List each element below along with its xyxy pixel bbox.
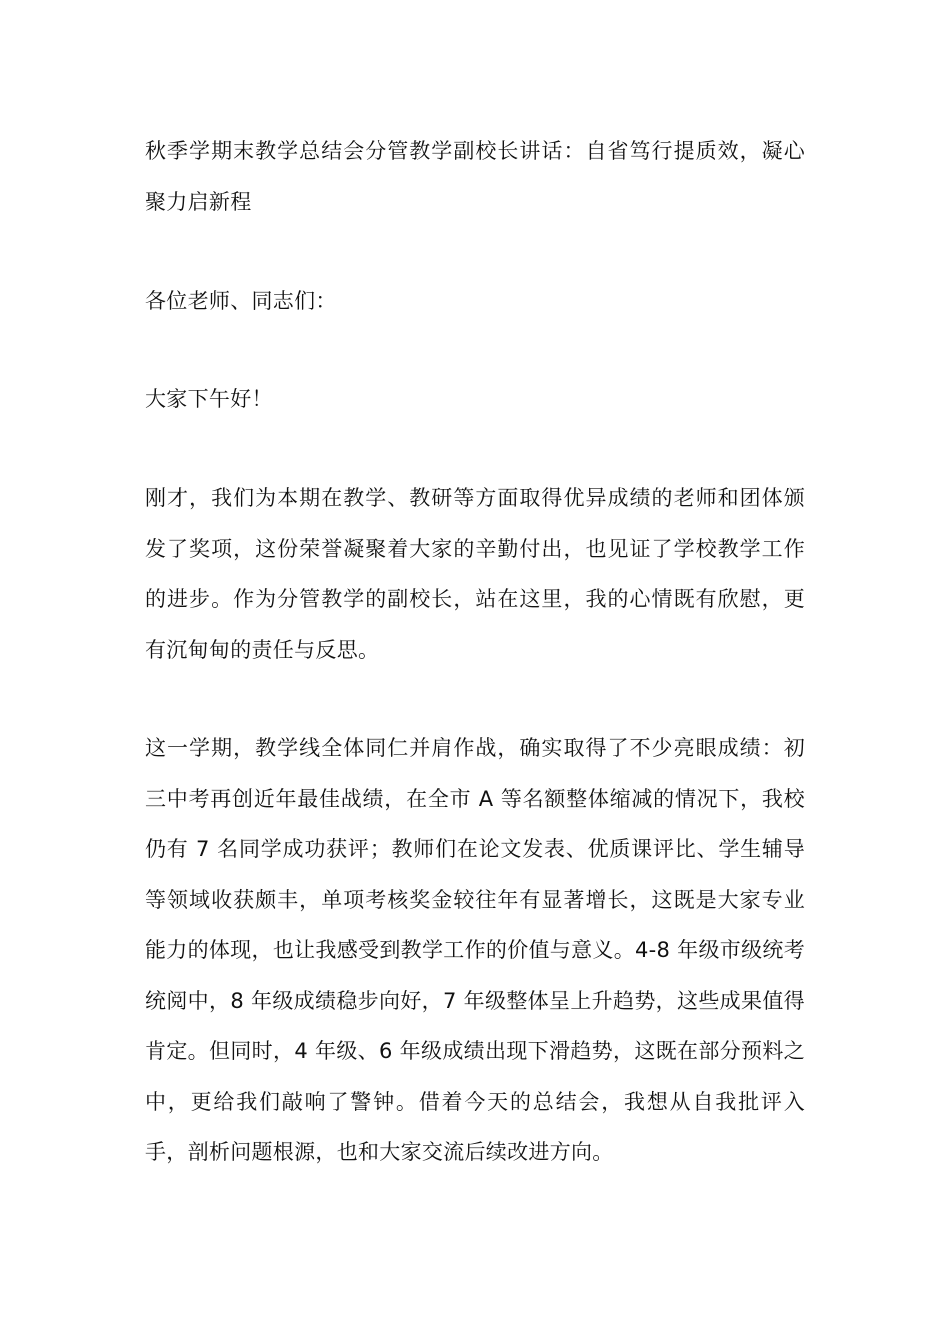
body-paragraph-2: 这一学期，教学线全体同仁并肩作战，确实取得了不少亮眼成绩：初三中考再创近年最佳战绩，在全市 A 等名额整体缩减的情况下，我校仍有 7 名同学成功获评；教师们在论文发表、优质课评比、学生辅导等领域收获颇丰，单项考核奖金较往年有显著增长，这既是大家专业能力的体现，也让我感受到教学工作的价值与意义。4-8 年级市级统考统阅中，8 年级成绩稳步向好，7 年级整体呈上升趋势，这些成果值得肯定。但同时，4 年级、6 年级成绩出现下滑趋势，这既在部分预料之中，更给我们敲响了警钟。借着今天的总结会，我想从自我批评入手，剖析问题根源，也和大家交流后续改进方向。 xyxy=(145,736,805,1164)
body-paragraph-1: 刚才，我们为本期在教学、教研等方面取得优异成绩的老师和团体颁发了奖项，这份荣誉凝聚着大家的辛勤付出，也见证了学校教学工作的进步。作为分管教学的副校长，站在这里，我的心情既有欣慰，更有沉甸甸的责任与反思。 xyxy=(145,486,805,662)
speech-title: 秋季学期末教学总结会分管教学副校长讲话：自省笃行提质效，凝心聚力启新程 xyxy=(145,139,805,214)
greeting: 大家下午好！ xyxy=(145,387,273,411)
salutation: 各位老师、同志们： xyxy=(145,289,337,313)
